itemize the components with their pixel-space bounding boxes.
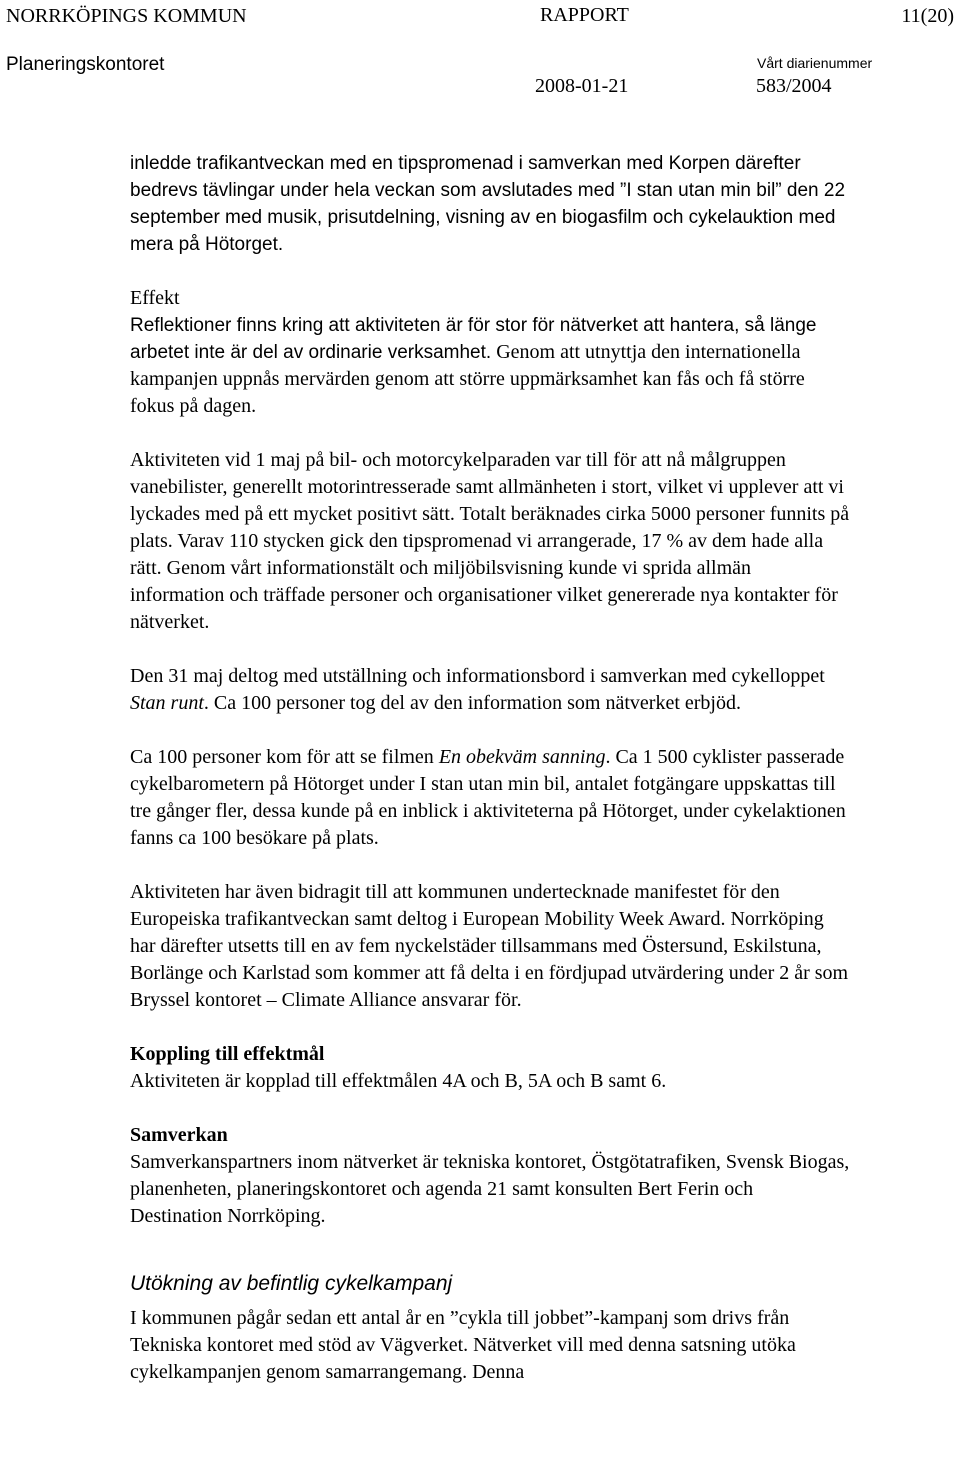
koppling-heading: Koppling till effektmål [130, 1043, 325, 1065]
effekt-paragraph [130, 312, 850, 420]
film-emphasis: En obekväm sanning [438, 746, 606, 768]
page-number: 11(20) [901, 5, 954, 27]
samverkan-paragraph: Samverkanspartners inom nätverket är tekniska kontoret, Östgötatrafiken, Svensk Biogas, planenheten, planeringskontoret och agenda 21 samt konsulten Bert Ferin och Destination Norrköping. [130, 1151, 850, 1227]
film-text-a: Ca 100 personer kom för att se filmen [130, 746, 439, 768]
office-name: Planeringskontoret [6, 54, 165, 75]
effekt-serif-text: Genom att utnyttja den internationella kampanjen uppnås mervärden genom att större uppmärksamhet kan fås och få större fokus på dagen. [130, 341, 805, 417]
org-name: NORRKÖPINGS KOMMUN [6, 5, 247, 27]
may31-paragraph [130, 663, 850, 717]
may31-text-b: . Ca 100 personer tog del av den information som nätverket erbjöd. [203, 692, 741, 714]
ref-label: Vårt diarienummer [757, 55, 873, 71]
koppling-paragraph: Aktiviteten är kopplad till effektmålen 4A och B, 5A och B samt 6. [130, 1070, 667, 1092]
may31-text-a: Den 31 maj deltog med utställning och informationsbord i samverkan med cykelloppet [130, 665, 825, 687]
intro-paragraph: inledde trafikantveckan med en tipspromenad i samverkan med Korpen därefter bedrevs tävlingar under hela veckan som avslutades med ”I stan utan min bil” den 22 september med musik, prisutdelning, visning av en biogasfilm och cykelauktion med mera på Hötorget. [130, 153, 846, 255]
may1-paragraph: Aktiviteten vid 1 maj på bil- och motorcykelparaden var till för att nå målgruppen vanebilister, generellt motorintresserade samt allmänheten i stort, vilket vi upplever att vi lyckades med på ett mycket positivt sätt. Totalt beräknades cirka 5000 personer funnits på plats. Varav 110 stycken gick den tipspromenad vi arrangerade, 17 % av dem hade alla rätt. Genom vårt informationstält och miljöbilsvisning kunde vi sprida allmän information och träffade personer och organisationer vilket genererade nya kontakter för nätverket. [130, 449, 850, 633]
film-paragraph [130, 744, 850, 852]
doc-type: RAPPORT [540, 4, 629, 26]
may31-emphasis: Stan runt [130, 692, 204, 714]
manifest-paragraph: Aktiviteten har även bidragit till att kommunen undertecknade manifestet för den Europeiska trafikantveckan samt deltog i European Mobility Week Award. Norrköping har därefter utsetts till en av fem nyckelstäder tillsammans med Östersund, Eskilstuna, Borlänge och Karlstad som kommer att få delta i en fördjupad utvärdering under 2 år som Bryssel kontoret – Climate Alliance ansvarar för. [130, 881, 849, 1011]
utokning-heading: Utökning av befintlig cykelkampanj [130, 1272, 453, 1295]
document-body [130, 150, 850, 1386]
effekt-sans-text: Reflektioner finns kring att aktiviteten är för stor för nätverket att hantera, så länge arbetet inte är del av ordinarie verksamhet. [130, 315, 817, 363]
film-text-b: . Ca 1 500 cyklister passerade cykelbarometern på Hötorget under I stan utan min bil, antalet fotgängare uppskattas till tre gånger fler, dessa kunde på en inblick i aktiviteterna på Hötorget, under cykelaktionen fanns ca 100 besökare på plats. [130, 746, 846, 849]
effekt-heading: Effekt [130, 287, 180, 309]
utokning-paragraph: I kommunen pågår sedan ett antal år en ”cykla till jobbet”-kampanj som drivs från Tekniska kontoret med stöd av Vägverket. Nätverket vill med denna satsning utöka cykelkampanjen genom samarrangemang. Denna [130, 1307, 796, 1383]
samverkan-heading: Samverkan [130, 1124, 228, 1146]
ref-number: 583/2004 [756, 75, 832, 97]
report-date: 2008-01-21 [535, 75, 629, 97]
